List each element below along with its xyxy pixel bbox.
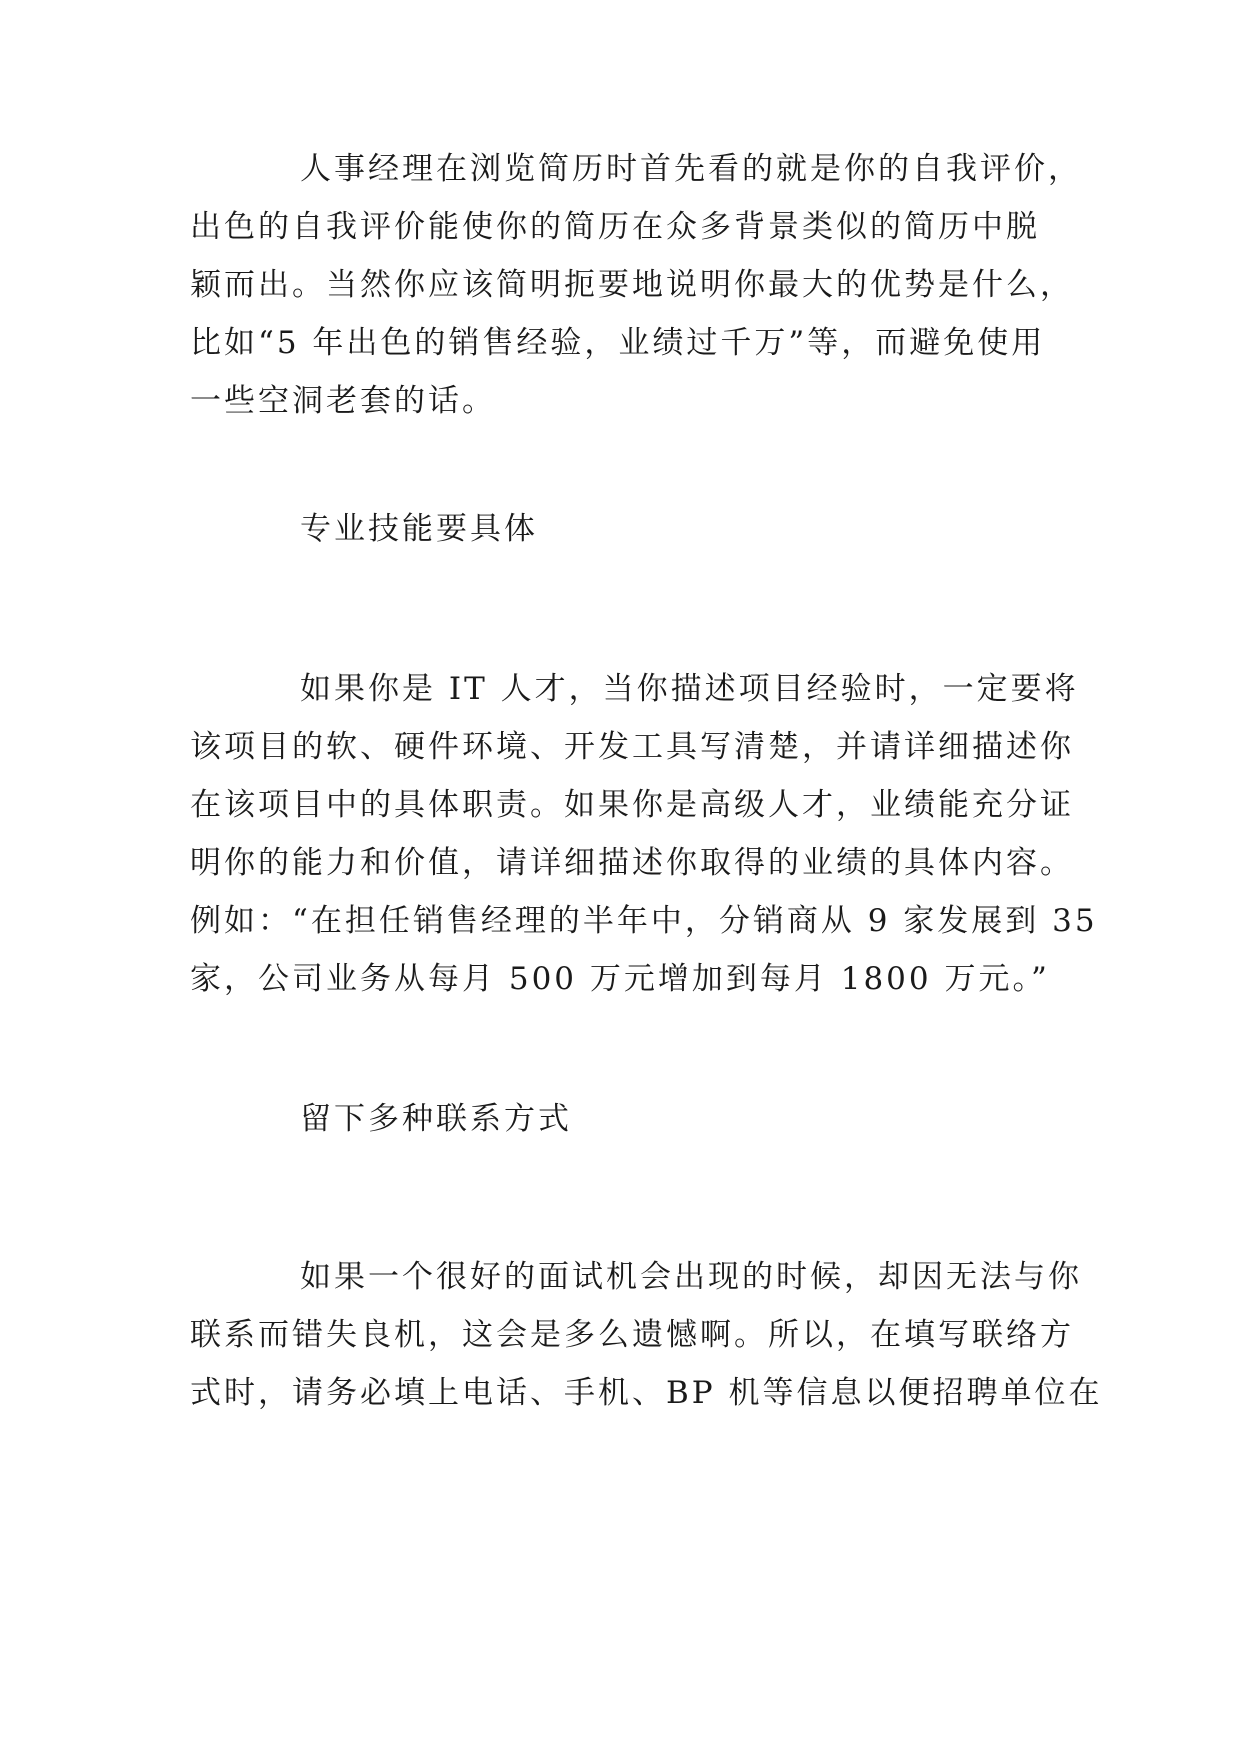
paragraph-line: 出色的自我评价能使你的简历在众多背景类似的简历中脱 <box>190 209 1040 245</box>
section-heading-skills: 专业技能要具体 <box>300 511 538 547</box>
paragraph-line: 一些空洞老套的话。 <box>190 383 496 419</box>
section-heading-contact: 留下多种联系方式 <box>300 1101 572 1137</box>
paragraph-skills <box>190 660 1098 1008</box>
paragraph-line: 如果你是 IT 人才，当你描述项目经验时，一定要将 <box>300 671 1079 707</box>
paragraph-line: 家，公司业务从每月 500 万元增加到每月 1800 万元。” <box>190 961 1050 997</box>
paragraph-line: 在该项目中的具体职责。如果你是高级人才，业绩能充分证 <box>190 787 1074 823</box>
paragraph-line: 该项目的软、硬件环境、开发工具写清楚，并请详细描述你 <box>190 729 1074 765</box>
paragraph-line: 如果一个很好的面试机会出现的时候，却因无法与你 <box>300 1259 1082 1295</box>
paragraph-self-evaluation <box>190 140 1082 430</box>
paragraph-line: 明你的能力和价值，请详细描述你取得的业绩的具体内容。 <box>190 845 1074 881</box>
paragraph-line: 例如：“在担任销售经理的半年中，分销商从 9 家发展到 35 <box>190 903 1098 939</box>
paragraph-line: 颖而出。当然你应该简明扼要地说明你最大的优势是什么， <box>190 267 1074 303</box>
paragraph-contact <box>190 1248 1103 1422</box>
paragraph-line: 人事经理在浏览简历时首先看的就是你的自我评价， <box>300 151 1082 187</box>
paragraph-line: 比如“5 年出色的销售经验，业绩过千万”等，而避免使用 <box>190 325 1046 361</box>
paragraph-line: 式时，请务必填上电话、手机、BP 机等信息以便招聘单位在 <box>190 1375 1103 1411</box>
paragraph-line: 联系而错失良机，这会是多么遗憾啊。所以，在填写联络方 <box>190 1317 1074 1353</box>
